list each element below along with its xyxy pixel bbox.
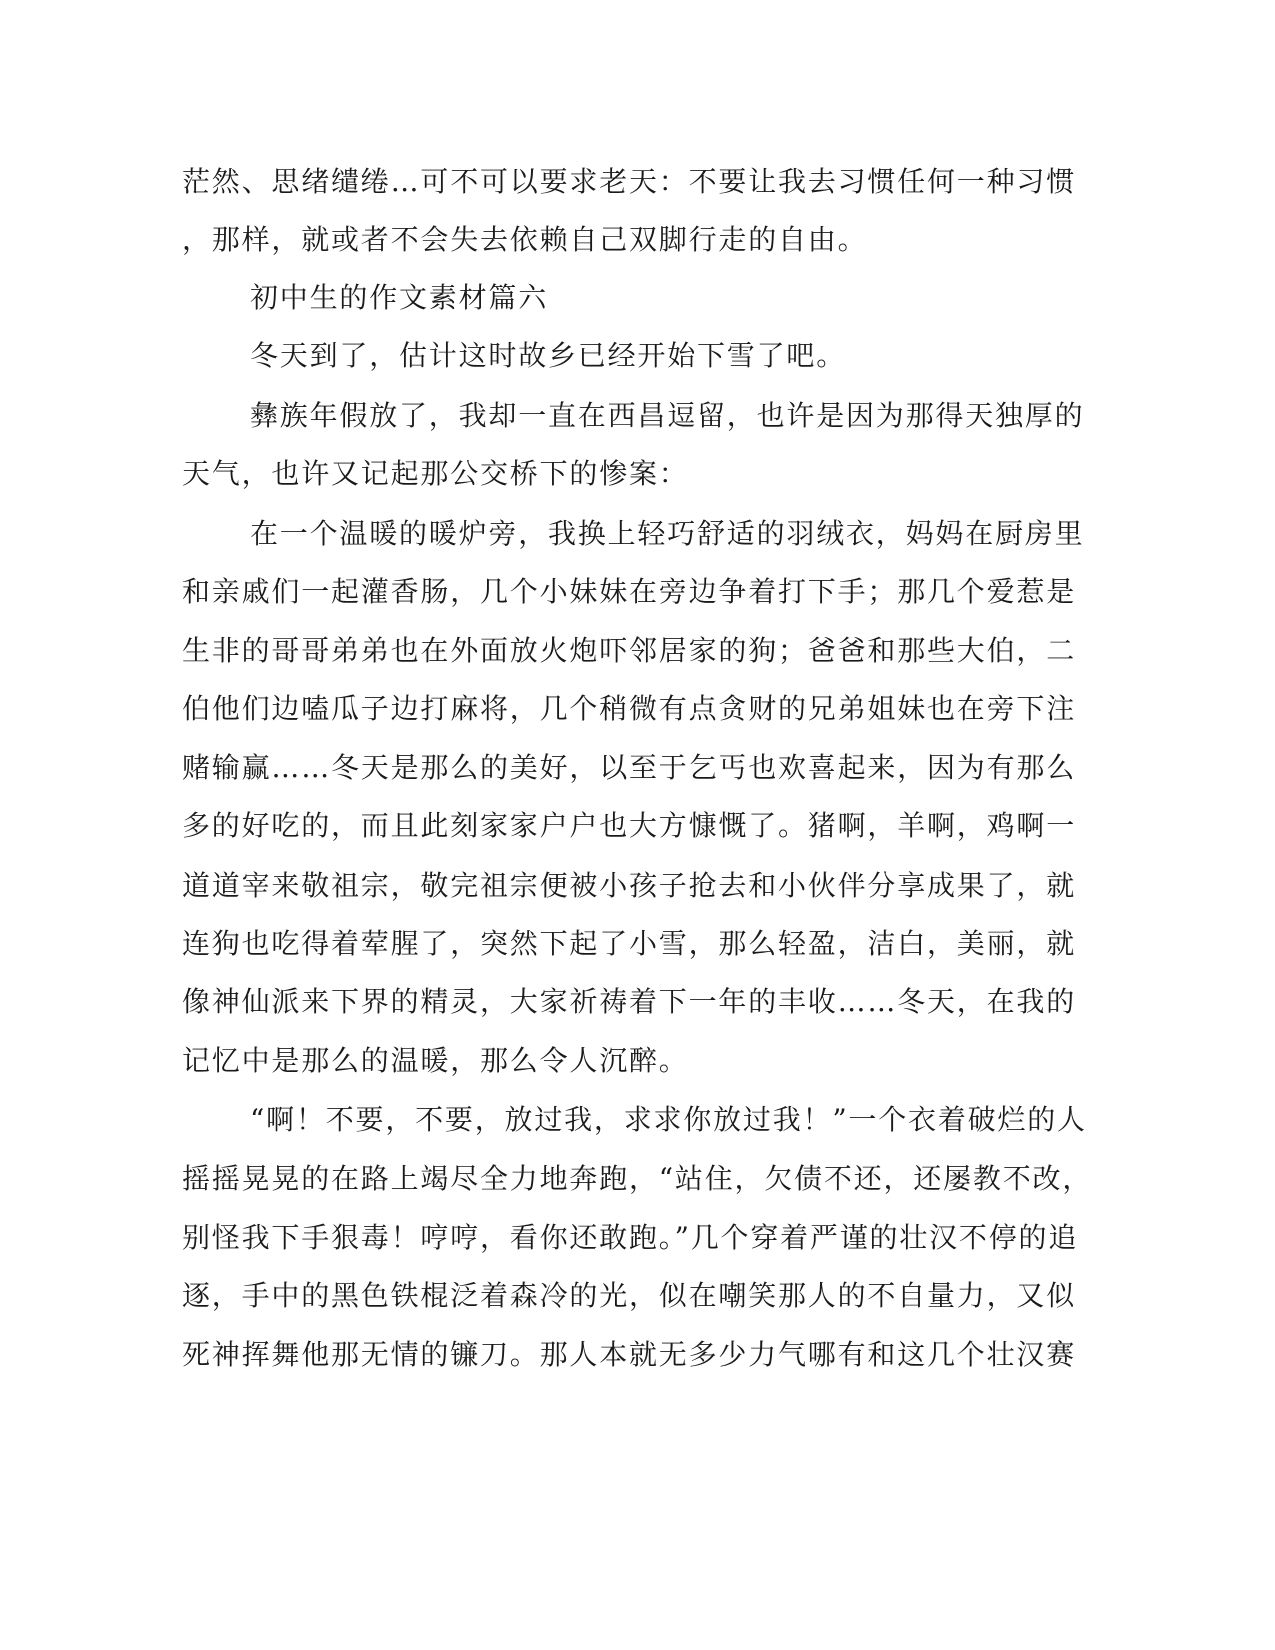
text-line: 彝族年假放了，我却一直在西昌逗留，也许是因为那得天独厚的 (250, 399, 1085, 432)
text-line: 道道宰来敬祖宗，敬完祖宗便被小孩子抢去和小伙伴分享成果了，就 (182, 869, 1077, 902)
text-line: 天气，也许又记起那公交桥下的惨案： (182, 457, 689, 490)
text-line: 连狗也吃得着荤腥了，突然下起了小雪，那么轻盈，洁白，美丽，就 (182, 927, 1077, 960)
text-line: 多的好吃的，而且此刻家家户户也大方慷慨了。猪啊，羊啊，鸡啊一 (182, 809, 1077, 842)
text-line: 伯他们边嗑瓜子边打麻将，几个稍微有点贪财的兄弟姐妹也在旁下注 (182, 692, 1077, 725)
text-line: 像神仙派来下界的精灵，大家祈祷着下一年的丰收……冬天，在我的 (182, 985, 1077, 1018)
text-line: 冬天到了，估计这时故乡已经开始下雪了吧。 (250, 339, 847, 372)
text-line: 茫然、思绪缱绻…可不可以要求老天：不要让我去习惯任何一种习惯 (182, 165, 1077, 198)
text-line: 赌输赢……冬天是那么的美好，以至于乞丐也欢喜起来，因为有那么 (182, 751, 1077, 784)
text-line: 生非的哥哥弟弟也在外面放火炮吓邻居家的狗；爸爸和那些大伯，二 (182, 634, 1077, 667)
section-heading: 初中生的作文素材篇六 (250, 281, 549, 314)
text-line: 记忆中是那么的温暖，那么令人沉醉。 (182, 1044, 689, 1077)
text-line: “啊！不要，不要，放过我，求求你放过我！”一个衣着破烂的人 (250, 1103, 1087, 1136)
text-line: ，那样，就或者不会失去依赖自己双脚行走的自由。 (182, 223, 868, 256)
text-line: 摇摇晃晃的在路上竭尽全力地奔跑，“站住，欠债不还，还屡教不改， (182, 1162, 1093, 1195)
text-line: 在一个温暖的暖炉旁，我换上轻巧舒适的羽绒衣，妈妈在厨房里 (250, 517, 1085, 550)
text-line: 死神挥舞他那无情的镰刀。那人本就无多少力气哪有和这几个壮汉赛 (182, 1338, 1077, 1371)
text-line: 别怪我下手狠毒！哼哼，看你还敢跑。”几个穿着严谨的壮汉不停的追 (182, 1221, 1079, 1254)
text-line: 逐，手中的黑色铁棍泛着森冷的光，似在嘲笑那人的不自量力，又似 (182, 1279, 1077, 1312)
text-line: 和亲戚们一起灌香肠，几个小妹妹在旁边争着打下手；那几个爱惹是 (182, 575, 1077, 608)
